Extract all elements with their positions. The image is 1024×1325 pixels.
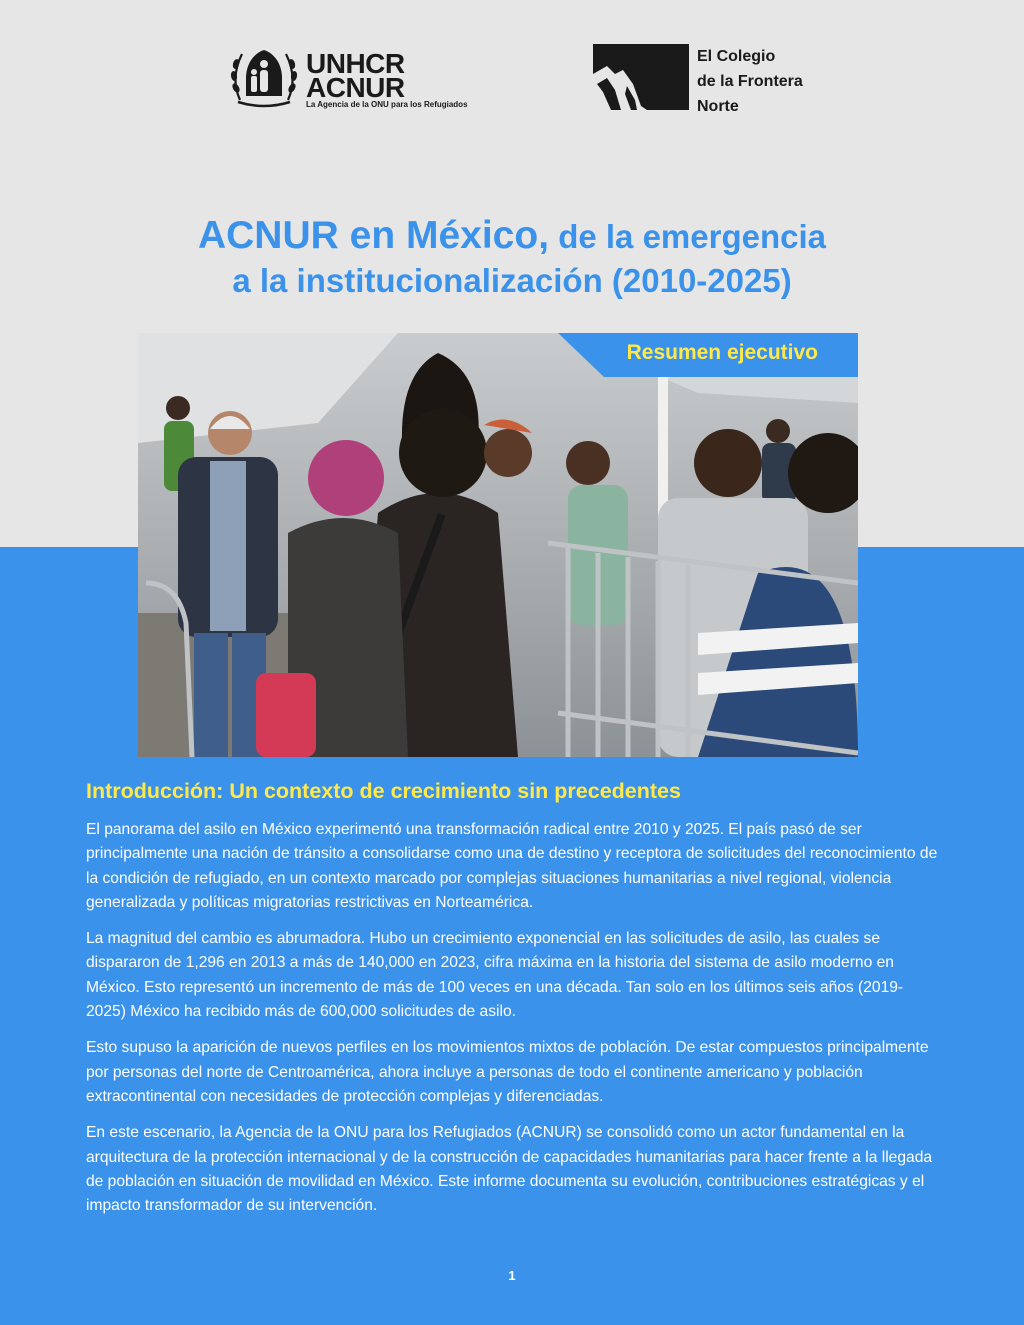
unhcr-emblem-icon <box>228 44 300 108</box>
crowd-scene-image <box>138 333 858 757</box>
paragraph-3: Esto supuso la aparición de nuevos perfiles en los movimientos mixtos de población. De estar compuestos principalmente por personas del norte de Centroamérica, ahora incluye a personas de todo el continente americano y población extracontinental con necesidades de protección complejas y diferenciadas. <box>86 1039 929 1105</box>
section-heading: Introducción: Un contexto de crecimiento sin precedentes <box>86 779 681 803</box>
acnur-wordmark: ACNUR <box>306 72 405 103</box>
title-rest: de la emergencia <box>549 218 827 255</box>
colef-line-1: El Colegio <box>697 48 776 65</box>
paragraph-1: El panorama del asilo en México experimentó una transformación radical entre 2010 y 2025. El país pasó de ser principalmente una nación de tránsito a consolidarse como una de destino y receptora de solicitudes del reconocimiento de la condición de refugiado, en un contexto marcado por complejas situaciones humanitarias a nivel regional, violencia generalizada y políticas migratorias restrictivas en Norteamérica. <box>86 821 938 911</box>
colef-line-3: Norte <box>697 98 739 115</box>
paragraph-2: La magnitud del cambio es abrumadora. Hubo un crecimiento exponencial en las solicitudes de asilo, las cuales se dispararon de 1,296 en 2013 a más de 140,000 en 2023, cifra máxima en la historia del sistema de asilo moderno en México. Esto representó un incremento de más de 100 veces en una década. Tan solo en los últimos seis años (2019-2025) México ha recibido más de 600,000 solicitudes de asilo. <box>86 930 904 1021</box>
title-main: ACNUR en México, <box>197 214 550 257</box>
paragraph-4: En este escenario, la Agencia de la ONU para los Refugiados (ACNUR) se consolidó como un actor fundamental en la arquitectura de la protección internacional y de la construcción de capacidades humanitarias para hacer frente a la llegada de población en situación de movilidad en México. Este informe documenta su evolución, contribuciones estratégicas y el impacto transformador de su intervención. <box>86 1124 933 1215</box>
colef-mountain-icon <box>593 44 689 110</box>
document-title-line-2: a la institucionalización (2010-2025) <box>232 262 792 299</box>
body-text <box>86 818 942 1230</box>
colef-logo <box>593 44 813 115</box>
page-number: 1 <box>508 1268 516 1283</box>
unhcr-wordmark: UNHCR <box>306 48 405 79</box>
document-title-line-1 <box>0 214 1024 258</box>
unhcr-logo <box>228 44 508 110</box>
summary-label: Resumen ejecutivo <box>626 341 818 364</box>
colef-wordmark <box>697 44 803 119</box>
unhcr-tagline: La Agencia de la ONU para los Refugiados <box>306 100 468 109</box>
cover-photo <box>138 333 858 757</box>
colef-line-2: de la Frontera <box>697 73 803 90</box>
